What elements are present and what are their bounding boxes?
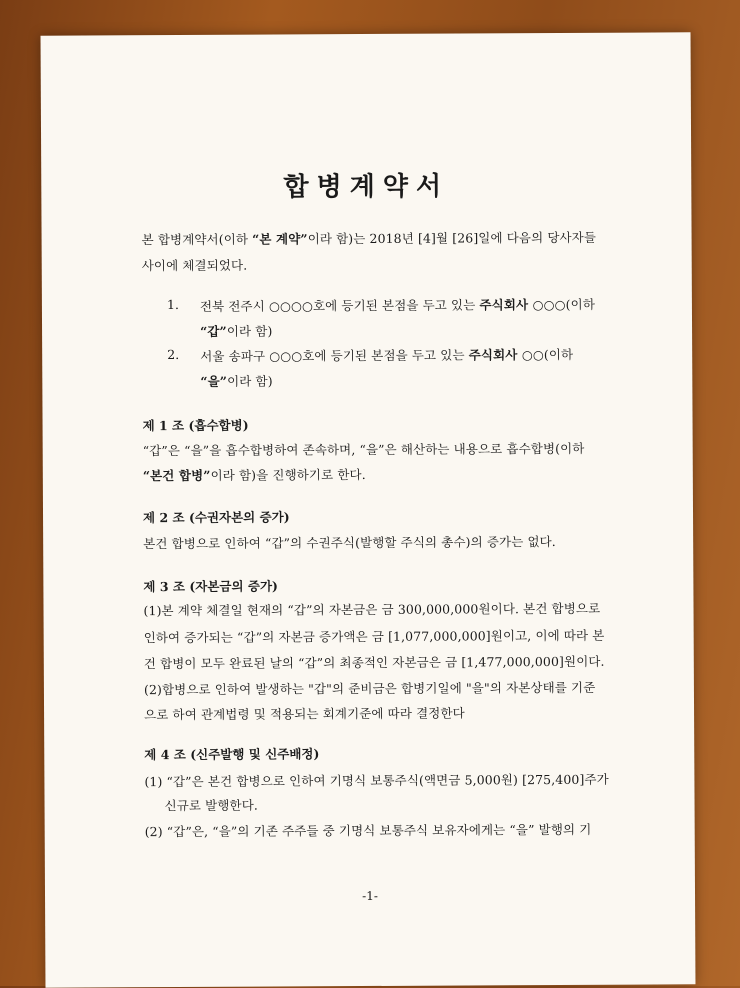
article-4-line-2: 신규로 발행한다. (164, 797, 258, 814)
party-1-number: 1. (166, 296, 180, 313)
article-4-heading: 제 4 조 (신주발행 및 신주배정) (144, 746, 320, 763)
intro-line-2: 사이에 체결되었다. (141, 257, 248, 274)
party-2-line-2 (200, 371, 272, 389)
article-2-line-1: 본건 합병으로 인하여 “갑”의 수권주식(발행할 주식의 총수)의 증가는 없다. (143, 534, 556, 552)
intro-text: 본 합병계약서(이하 (141, 231, 253, 248)
document-page (41, 32, 696, 987)
article-3-line-2: 인하여 증가되는 “갑”의 자본금 증가액은 금 [1,077,000,000]원이고, 이에 따라 본 (143, 627, 605, 646)
article-3-heading: 제 3 조 (자본금의 증가) (143, 578, 278, 595)
party-1-alias-text: 이라 함) (226, 323, 273, 339)
party-1-text: 전북 전주시 ○○○○호에 등기된 본점을 두고 있는 (199, 297, 480, 314)
party-1-text-cont: (이하 (565, 296, 596, 312)
party-2-alias: “을” (200, 373, 228, 389)
article-3-line-1: (1)본 계약 체결일 현재의 “갑”의 자본금은 금 300,000,000원이다. 본건 합병으로 (143, 600, 601, 619)
intro-bold-text: “본 계약” (252, 231, 308, 247)
document-title: 합병계약서 (283, 171, 450, 203)
article-1-line-2 (143, 465, 366, 484)
article-1-text: 이라 함)을 진행하기로 한다. (210, 467, 366, 483)
article-3-line-4: (2)합병으로 인하여 발생하는 "갑"의 준비금은 합병기일에 "을"의 자본상태를 기준 (143, 679, 596, 698)
party-2-company: 주식회사 ○○ (468, 347, 544, 363)
article-1-heading: 제 1 조 (흡수합병) (142, 417, 249, 434)
party-2-text-cont: (이하 (543, 346, 574, 363)
article-4-line-1: (1) “갑”은 본건 합병으로 인하여 기명식 보통주식(액면금 5,000원) [275,400]주가 (144, 771, 609, 790)
article-3-line-3: 건 합병이 모두 완료된 날의 “갑”의 최종적인 자본금은 금 [1,477,000,000]원이다. (143, 653, 605, 672)
party-2-number: 2. (167, 346, 180, 363)
article-4-line-3: (2) “갑”은, “을”의 기존 주주들 중 기명식 보통주식 보유자에게는 “을” 발행의 기 (144, 821, 592, 840)
page-number: -1- (362, 888, 378, 904)
intro-text-cont: 이라 함)는 2018년 [4]월 [26]일에 다음의 당사자들 (307, 229, 597, 247)
article-2-heading: 제 2 조 (수권자본의 증가) (142, 509, 290, 526)
party-2-text: 서울 송파구 ○○○호에 등기된 본점을 두고 있는 (200, 347, 469, 364)
article-1-bold: “본건 합병” (142, 467, 211, 484)
article-3-line-5: 으로 하여 관계법령 및 적용되는 회계기준에 따라 결정한다 (144, 705, 465, 723)
party-2-line-1 (200, 345, 573, 365)
article-1-line-1: “갑”은 “을”을 흡수합병하여 존속하며, “을”은 해산하는 내용으로 흡수합병(이하 (142, 440, 585, 459)
intro-line-1 (142, 228, 597, 248)
party-1-alias: “갑” (200, 323, 227, 339)
party-1-company: 주식회사 ○○○ (479, 296, 566, 313)
party-1-line-2 (200, 321, 272, 339)
party-2-alias-text: 이라 함) (227, 373, 273, 389)
party-1-line-1 (200, 295, 595, 315)
